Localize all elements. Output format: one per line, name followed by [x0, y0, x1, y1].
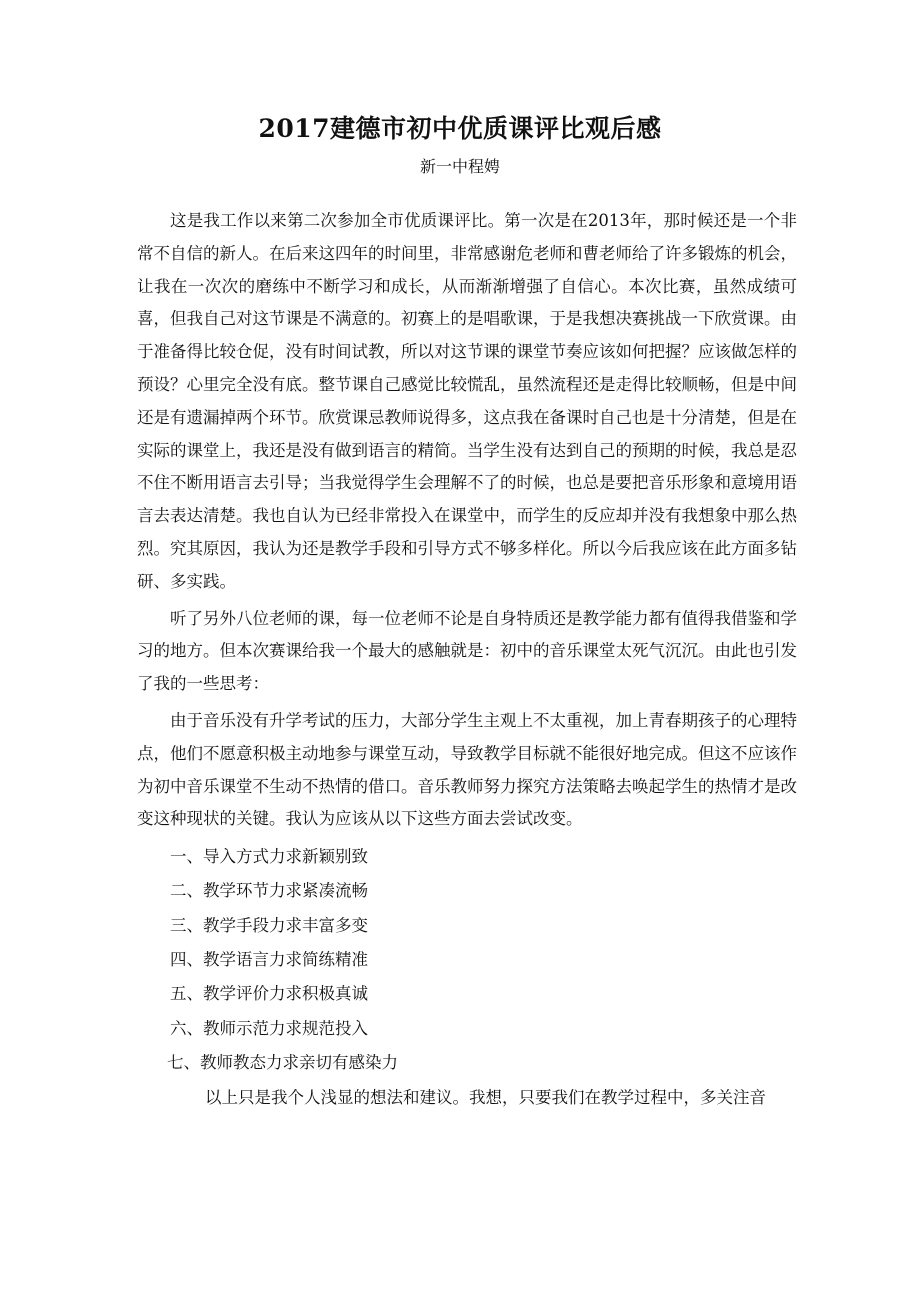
list-item: 五、教学评价力求积极真诚 [170, 984, 368, 1004]
list-item: 三、教学手段力求丰富多变 [170, 915, 368, 935]
document-author: 新一中程娉 [419, 157, 500, 176]
paragraph-1: 这是我工作以来第二次参加全市优质课评比。第一次是在2013年，那时候还是一个非常不自信的新人。在后来这四年的时间里，非常感谢危老师和曹老师给了许多锻炼的机会，让我在一次次的磨练中不断学习和成长，从而渐渐增强了自信心。本次比赛，虽然成绩可喜，但我自己对这节课是不满意的。初赛上的是唱歌课，于是我想决赛挑战一下欣赏课。由于准备得比较仓促，没有时间试教，所以对这节课的课堂节奏应该如何把握？应该做怎样的预设？心里完全没有底。整节课自己感觉比较慌乱，虽然流程还是走得比较顺畅，但是中间还是有遗漏掉两个环节。欣赏课忌教师说得多，这点我在备课时自己也是十分清楚，但是在实际的课堂上，我还是没有做到语言的精简。当学生没有达到自己的预期的时候，我总是忍不住不断用语言去引导；当我觉得学生会理解不了的时候，也总是要把音乐形象和意境用语言去表达清楚。我也自认为已经非常投入在课堂中，而学生的反应却并没有我想象中那么热烈。究其原因，我认为还是教学手段和引导方式不够多样化。所以今后我应该在此方面多钻研、多实践。 [137, 211, 797, 591]
paragraph-3: 由于音乐没有升学考试的压力，大部分学生主观上不太重视，加上青春期孩子的心理特点，他们不愿意积极主动地参与课堂互动，导致教学目标就不能很好地完成。但这不应该作为初中音乐课堂不生动不热情的借口。音乐教师努力探究方法策略去唤起学生的热情才是改变这种现状的关键。我认为应该从以下这些方面去尝试改变。 [137, 710, 797, 829]
list-item: 四、教学语言力求简练精准 [170, 950, 368, 970]
paragraph-2: 听了另外八位老师的课，每一位老师不论是自身特质还是教学能力都有值得我借鉴和学习的地方。但本次赛课给我一个最大的感触就是：初中的音乐课堂太死气沉沉。由此也引发了我的一些思考： [137, 608, 797, 694]
document-title: 2017建德市初中优质课评比观后感 [258, 114, 662, 143]
list-item: 六、教师示范力求规范投入 [170, 1018, 368, 1038]
closing-paragraph: 以上只是我个人浅显的想法和建议。我想，只要我们在教学过程中，多关注音 [205, 1088, 766, 1108]
document-body [137, 205, 797, 1115]
improvement-list [137, 840, 797, 1080]
list-item: 七、教师教态力求亲切有感染力 [167, 1052, 398, 1072]
list-item: 一、导入方式力求新颖别致 [170, 847, 368, 867]
list-item: 二、教学环节力求紧凑流畅 [170, 881, 368, 901]
